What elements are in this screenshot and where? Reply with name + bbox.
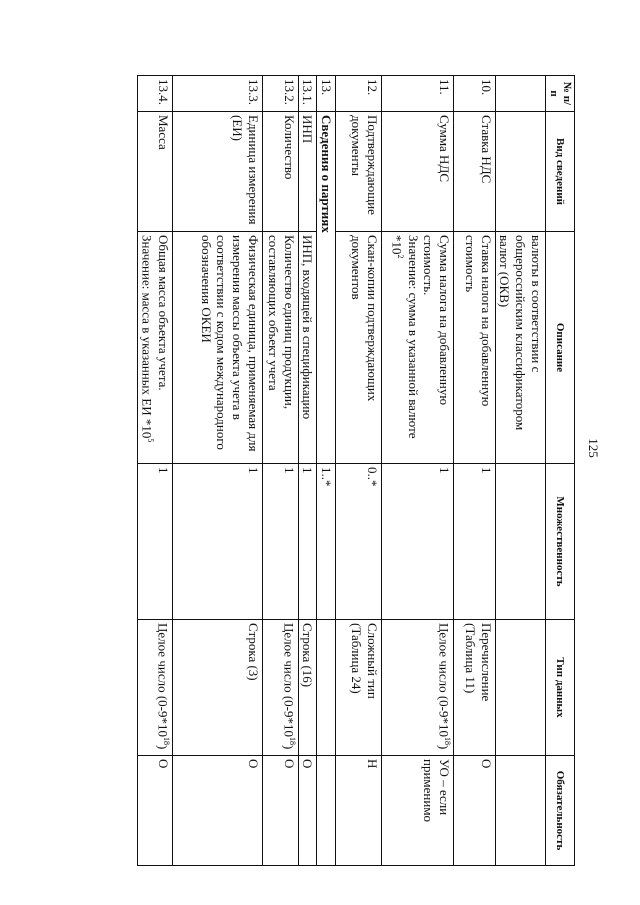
cell-num: 13.2. [262, 76, 298, 112]
cell-dtype: Строка (3) [172, 620, 262, 756]
cell-dtype: Сложный тип (Таблица 24) [335, 620, 381, 756]
dtype-text: Целое число (0-9*10 [155, 623, 171, 737]
cell-desc-line [139, 235, 155, 460]
cell-desc [381, 232, 453, 464]
cell-desc: ИНП, входящей в спецификацию [298, 232, 317, 464]
cell-dtype [381, 620, 453, 756]
cell-req: О [298, 756, 317, 866]
header-type: Вид сведений [545, 112, 574, 232]
cell-num: 13.3. [172, 76, 262, 112]
dtype-text: Целое число (0-9*10 [281, 623, 297, 737]
cell-mult: 1..* [317, 464, 336, 620]
cell-type: Масса [138, 112, 173, 232]
cell-mult: 1 [172, 464, 262, 620]
cell-req: О [262, 756, 298, 866]
cell-dtype: Строка (16) [298, 620, 317, 756]
desc-text: Значение: сумма в указанной валюте *10 [389, 235, 421, 439]
cell-mult: 1 [453, 464, 495, 620]
cell-req: О [172, 756, 262, 866]
cell-type: Сумма НДС [381, 112, 453, 232]
table-row [453, 76, 495, 866]
cell-type: Подтверждающие документы [335, 112, 381, 232]
cell-dtype [262, 620, 298, 756]
cell-dtype [495, 620, 545, 756]
table-row [138, 76, 173, 866]
table-row [262, 76, 298, 866]
cell-req: Н [335, 756, 381, 866]
cell-dtype [317, 620, 336, 756]
dtype-exponent: 18 [287, 737, 297, 745]
table-row [495, 76, 545, 866]
cell-req: О [453, 756, 495, 866]
cell-desc-line: Общая масса объекта учета. [155, 235, 171, 391]
cell-mult [495, 464, 545, 620]
cell-num: 11. [381, 76, 453, 112]
header-dtype: Тип данных [545, 620, 574, 756]
dtype-text-end: ) [155, 745, 171, 750]
table-container [139, 75, 575, 865]
header-mult: Множественность [545, 464, 574, 620]
cell-desc-line: Сумма налога на добавленную стоимость. [421, 235, 452, 406]
cell-req [495, 756, 545, 866]
cell-num: 12. [335, 76, 381, 112]
cell-desc: Физическая единица, применяемая для измерения массы объекта учета в соответствии с кодом международного обозначения ОКЕИ [172, 232, 262, 464]
header-desc: Описание [545, 232, 574, 464]
cell-desc-line [389, 235, 421, 460]
cell-mult: 1 [262, 464, 298, 620]
cell-desc: валюты в соответствии с общероссийским классификатором валют (ОКВ) [495, 232, 545, 464]
dtype-text: Целое число (0-9*10 [436, 623, 452, 737]
cell-req: О [138, 756, 173, 866]
header-req: Обязательность [545, 756, 574, 866]
cell-dtype: Перечисление (Таблица 11) [453, 620, 495, 756]
cell-type: Ставка НДС [453, 112, 495, 232]
cell-req [317, 756, 336, 866]
table-header-row [545, 76, 574, 866]
cell-type: ИНП [298, 112, 317, 232]
dtype-exponent: 18 [161, 737, 171, 745]
header-num: № п/п [545, 76, 574, 112]
cell-mult: 1 [298, 464, 317, 620]
section-title: Сведения о партиях [317, 112, 336, 464]
dtype-text-end: ) [281, 745, 297, 750]
table-row [298, 76, 317, 866]
cell-type: Количество [262, 112, 298, 232]
page-number: 125 [586, 438, 601, 458]
cell-desc: Количество единиц продукции, составляющих объект учета [262, 232, 298, 464]
cell-req: УО – если применимо [381, 756, 453, 866]
table-row [335, 76, 381, 866]
desc-exponent: 2 [396, 254, 406, 259]
cell-num: 13.4. [138, 76, 173, 112]
cell-desc [138, 232, 173, 464]
cell-type: Единица измерения (ЕИ) [172, 112, 262, 232]
cell-mult: 1 [381, 464, 453, 620]
cell-num: 13.1. [298, 76, 317, 112]
cell-desc: Ставка налога на добавленную стоимость [453, 232, 495, 464]
cell-type [495, 112, 545, 232]
desc-text: Значение: масса в указанных ЕИ *10 [139, 235, 155, 439]
data-table [137, 75, 575, 866]
table-row-section [317, 76, 336, 866]
dtype-text-end: ) [436, 745, 452, 750]
cell-dtype [138, 620, 173, 756]
cell-desc: Скан-копии подтверждающих документов [335, 232, 381, 464]
cell-mult: 0..* [335, 464, 381, 620]
dtype-exponent: 18 [442, 737, 452, 745]
cell-num [495, 76, 545, 112]
desc-exponent: 5 [146, 438, 156, 443]
table-row [172, 76, 262, 866]
table-row [381, 76, 453, 866]
cell-mult: 1 [138, 464, 173, 620]
cell-num: 13. [317, 76, 336, 112]
cell-num: 10. [453, 76, 495, 112]
